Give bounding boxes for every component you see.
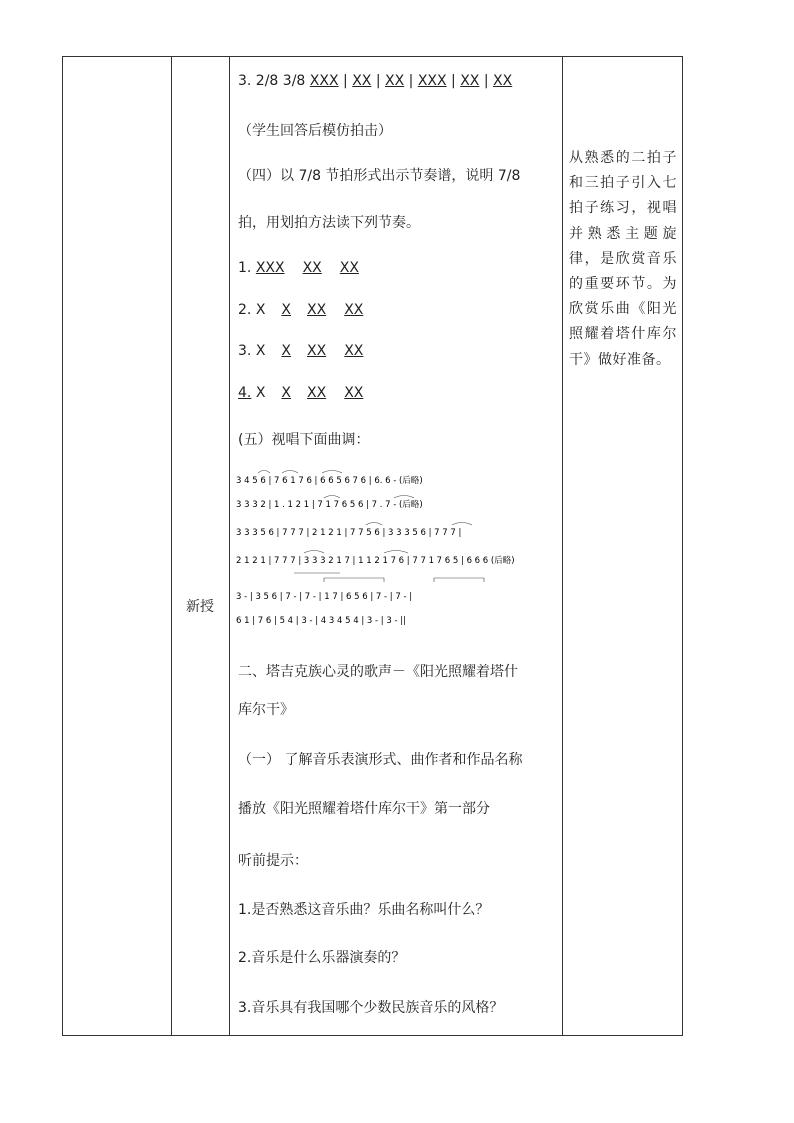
score-row-1: 3 4 5 6 | 7 6 1 7 6 | 6 6 5 6 7 6 | 6. 6 - (后略) <box>236 476 423 486</box>
score-row-3: 3 3 3 5 6 | 7 7 7 | 2 1 2 1 | 7 7 5 6 | 3 3 3 5 6 | 7 7 7 | <box>236 528 462 538</box>
score-row-6: 6 1 | 7 6 | 5 4 | 3 - | 4 3 4 5 4 | 3 - | 3 - || <box>236 616 406 625</box>
question-1: 1.是否熟悉这音乐曲？乐曲名称叫什么？ <box>238 902 490 918</box>
part4-line2: 拍，用划拍方法读下列节奏。 <box>238 215 420 231</box>
section-label: 新授 <box>186 599 214 615</box>
student-note: （学生回答后模仿拍击） <box>238 123 392 139</box>
drill-2: 2. X X XX XX <box>238 302 364 318</box>
design-note: 从熟悉的二拍子和三拍子引入七拍子练习，视唱并熟悉主题旋律，是欣赏音乐的重要环节。为欣赏乐曲《阳光照耀着塔什库尔干》做好准备。 <box>569 150 677 368</box>
score-row-5: 3 - | 3 5 6 | 7 - | 7 - | 1 7 | 6 5 6 | 7 - | 7 - | <box>236 592 413 602</box>
score-row-4: 2 1 2 1 | 7 7 7 | 3 3 3 2 1 7 | 1 1 2 1 7 6 | 7 7 1 7 6 5 | 6 6 6 (后略) <box>236 556 515 566</box>
music-score <box>234 465 556 629</box>
part5-heading: (五）视唱下面曲调： <box>238 432 370 448</box>
drill-3: 3. X X XX XX <box>238 343 364 359</box>
lesson-table <box>62 56 683 1036</box>
rhythm-line-3: 3. 2/8 3/8 XXX | XX | XX | XXX | XX | XX <box>238 73 513 89</box>
listening-hint: 听前提示： <box>238 853 308 869</box>
section-column <box>171 57 229 1035</box>
part4-line1: （四）以 7/8 节拍形式出示节奏谱，说明 7/8 <box>238 168 521 184</box>
part2-line1: 二、塔吉克族心灵的歌声－《阳光照耀着塔什 <box>238 664 518 680</box>
score-row-2: 3 3 3 2 | 1 . 1 2 1 | 7 1 7 6 5 6 | 7 . 7 - (后略) <box>236 500 423 510</box>
question-2: 2.音乐是什么乐器演奏的？ <box>238 950 406 966</box>
score-image <box>234 465 556 625</box>
play-instruction: 播放《阳光照耀着塔什库尔干》第一部分 <box>238 801 490 817</box>
drill-1: 1. XXX XX XX <box>238 260 359 276</box>
part2-line2: 库尔干》 <box>238 702 294 718</box>
content-column <box>229 57 562 1035</box>
subheading-1: （一） 了解音乐表演形式、曲作者和作品名称 <box>238 752 523 768</box>
question-3: 3.音乐具有我国哪个少数民族音乐的风格？ <box>238 1000 504 1016</box>
notes-column <box>562 57 682 1035</box>
drill-4: 4. X X XX XX <box>238 385 364 401</box>
